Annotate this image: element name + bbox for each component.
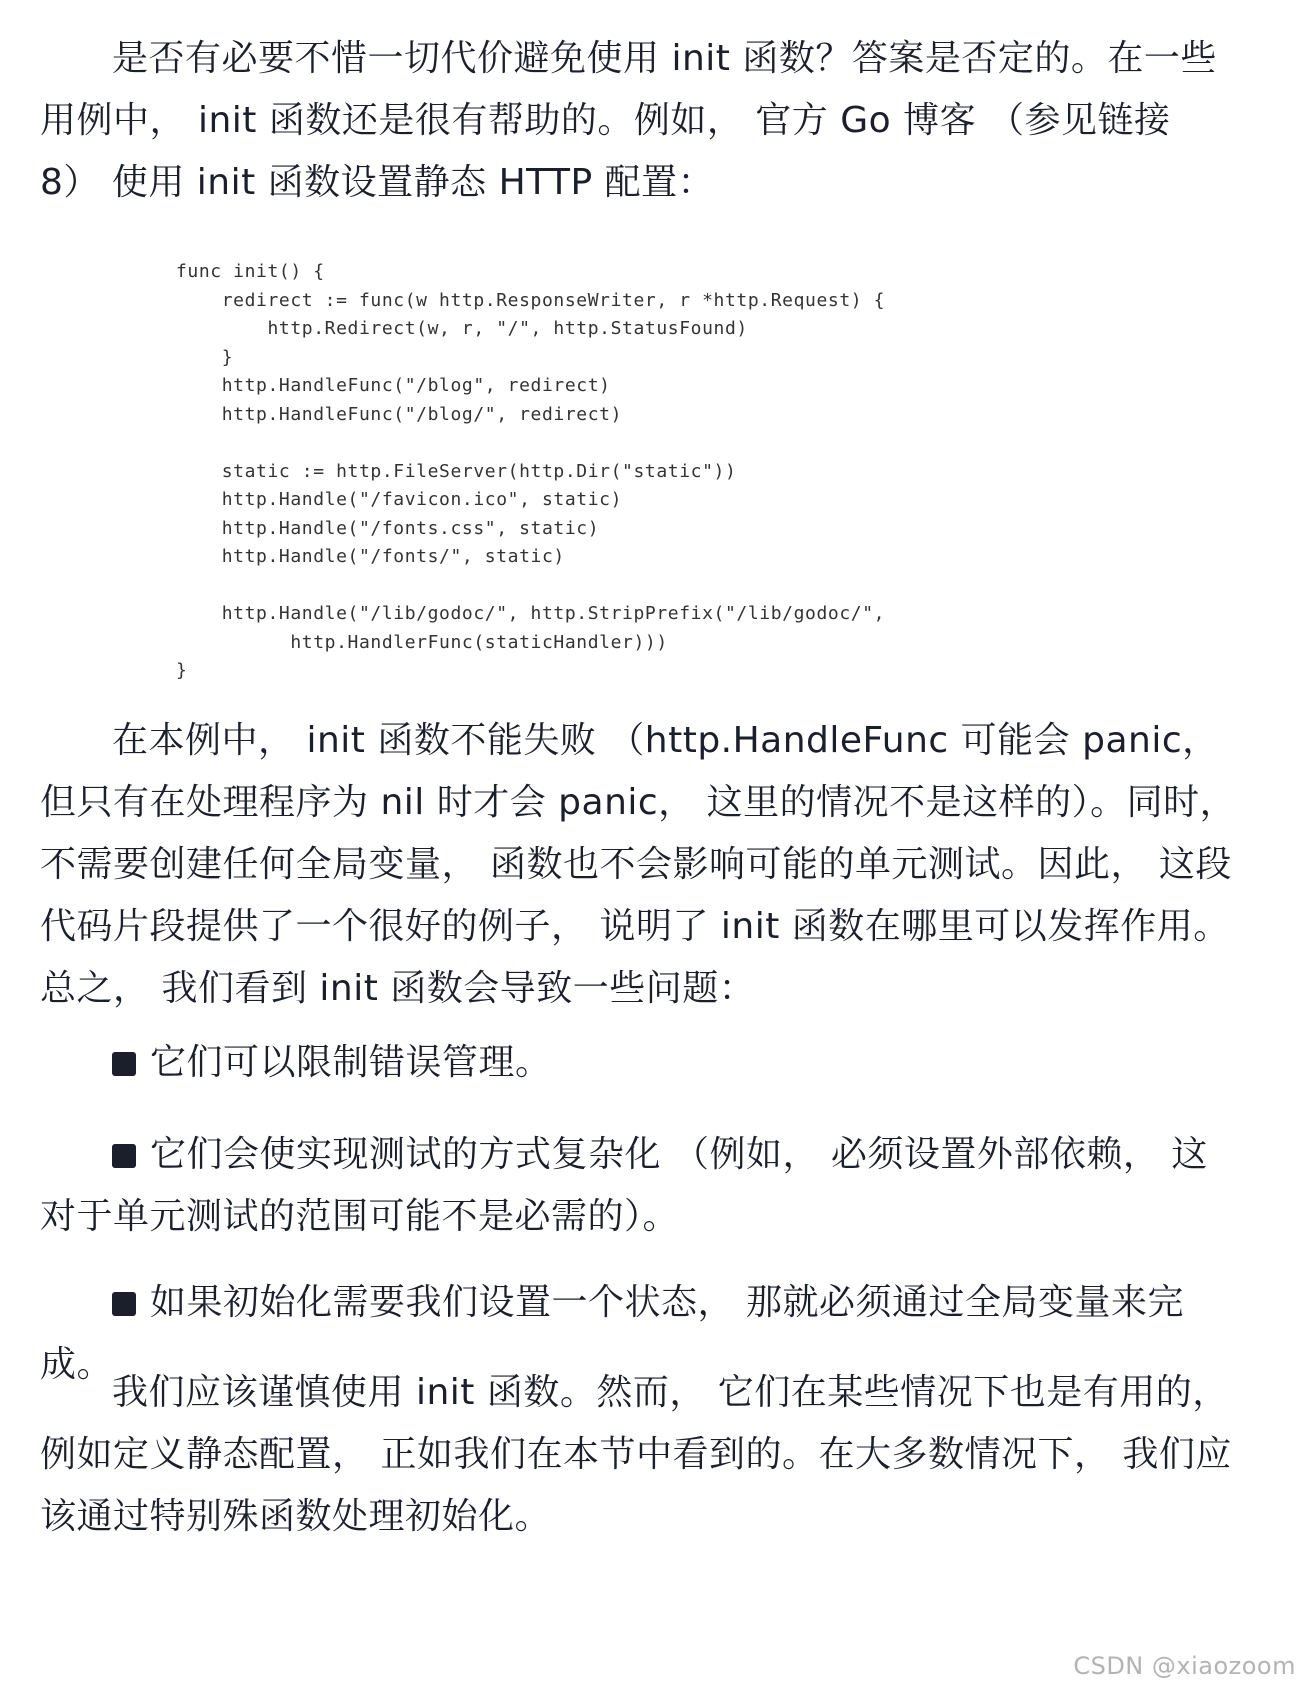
conclusion-paragraph: 我们应该谨慎使用 init 函数。然而， 它们在某些情况下也是有用的， 例如定义静态配置， 正如我们在本节中看到的。在大多数情况下， 我们应该通过特别殊函数处理初始化。	[40, 1372, 1232, 1537]
csdn-watermark: CSDN @xiaozoom	[1073, 1652, 1296, 1680]
square-bullet-icon	[112, 1052, 136, 1076]
bullet-text: 它们可以限制错误管理。	[150, 1042, 552, 1083]
bullet-item-error-management	[40, 1032, 1240, 1094]
square-bullet-icon	[112, 1292, 136, 1316]
intro-paragraph: 是否有必要不惜一切代价避免使用 init 函数？答案是否定的。在一些用例中， init 函数还是很有帮助的。例如， 官方 Go 博客 （参见链接 8） 使用 init 函数设置静态 HTTP 配置：	[40, 38, 1217, 203]
bullet-text: 它们会使实现测试的方式复杂化 （例如， 必须设置外部依赖， 这对于单元测试的范围可能不是必需的）。	[40, 1134, 1208, 1237]
code-block: func init() { redirect := func(w http.ResponseWriter, r *http.Request) { http.Redirect(w, r, "/", http.StatusFound) } http.HandleFunc("/blog", redirect) http.HandleFunc("/blog/", redirect) static := http.FileServer(http.Dir("static")) http.Handle("/favicon.ico", static) http.Handle("/fonts.css", static) http.Handle("/fonts/", static) http.Handle("/lib/godoc/", http.StripPrefix("/lib/godoc/", http.HandlerFunc(staticHandler))) }	[176, 261, 886, 681]
bullet-item-testing	[40, 1124, 1240, 1248]
explanation-paragraph: 在本例中， init 函数不能失败 （http.HandleFunc 可能会 panic， 但只有在处理程序为 nil 时才会 panic， 这里的情况不是这样的）。同时， 不需要创建任何全局变量， 函数也不会影响可能的单元测试。因此， 这段代码片段提供了一个很好的例子， 说明了 init 函数在哪里可以发挥作用。总之， 我们看到 init 函数会导致一些问题：	[40, 720, 1237, 1009]
bullet-text: 如果初始化需要我们设置一个状态， 那就必须通过全局变量来完成。	[40, 1282, 1184, 1385]
square-bullet-icon	[112, 1144, 136, 1168]
